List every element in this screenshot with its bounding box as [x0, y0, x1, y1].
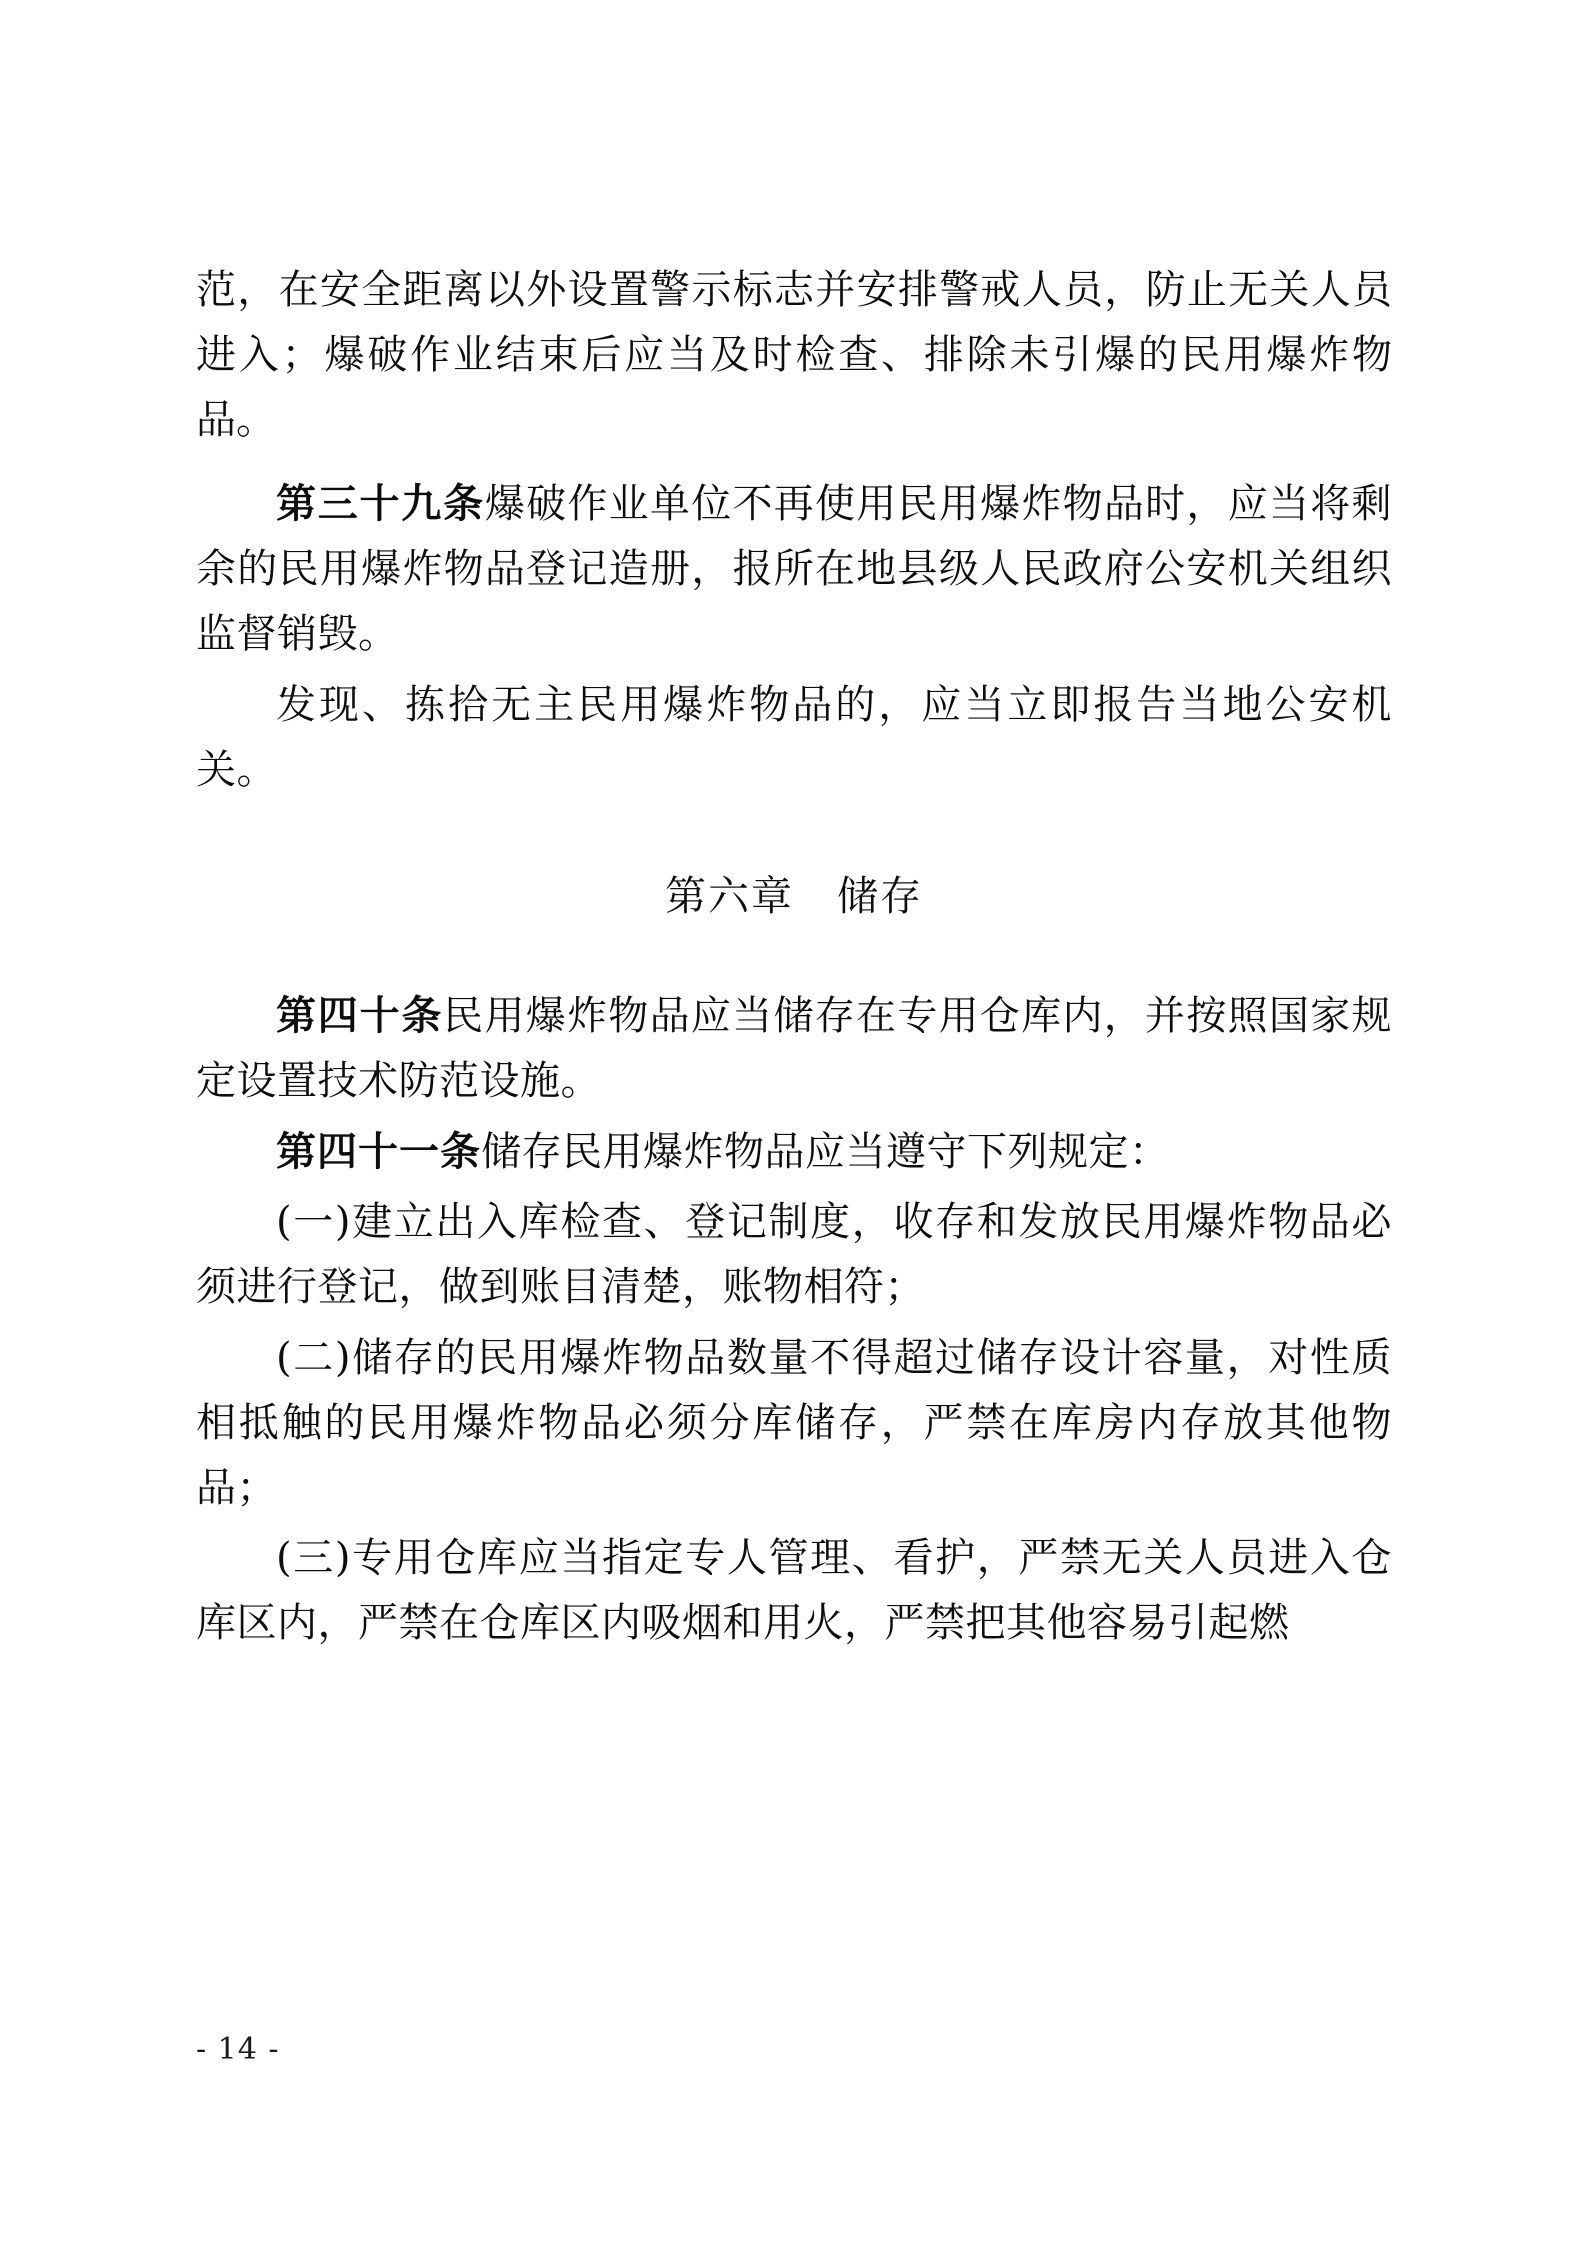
article-40: [196, 984, 1392, 1114]
clause-2: (二)储存的民用爆炸物品数量不得超过储存设计容量，对性质相抵触的民用爆炸物品必须分库储存，严禁在库房内存放其他物品；: [196, 1334, 1392, 1511]
article-40-text: 民用爆炸物品应当储存在专用仓库内，并按照国家规定设置技术防范设施。: [196, 992, 1393, 1104]
article-41-text: 储存民用爆炸物品应当遵守下列规定：: [481, 1128, 1170, 1175]
article-41-label: 第四十一条: [276, 1128, 481, 1175]
article-39: [196, 472, 1392, 666]
clause-3: (三)专用仓库应当指定专人管理、看护，严禁无关人员进入仓库区内，严禁在仓库区内吸烟和用火，严禁把其他容易引起燃: [196, 1535, 1392, 1647]
chapter-heading-6: 第六章 储存: [665, 872, 923, 921]
page-body: [196, 258, 1392, 1662]
page-number: - 14 -: [196, 2032, 280, 2067]
article-39-label: 第三十九条: [276, 481, 485, 528]
paragraph-continuation: 范，在安全距离以外设置警示标志并安排警戒人员，防止无关人员进入；爆破作业结束后应当及时检查、排除未引爆的民用爆炸物品。: [196, 267, 1392, 443]
article-39-text: 爆破作业单位不再使用民用爆炸物品时，应当将剩余的民用爆炸物品登记造册，报所在地县级人民政府公安机关组织监督销毁。: [196, 481, 1393, 657]
article-41: [196, 1120, 1392, 1185]
article-40-label: 第四十条: [276, 992, 444, 1039]
paragraph-found-items: 发现、拣拾无主民用爆炸物品的，应当立即报告当地公安机关。: [196, 681, 1392, 793]
spacer: [196, 458, 1392, 472]
clause-1: (一)建立出入库检查、登记制度，收存和发放民用爆炸物品必须进行登记，做到账目清楚，账物相符；: [196, 1199, 1392, 1311]
